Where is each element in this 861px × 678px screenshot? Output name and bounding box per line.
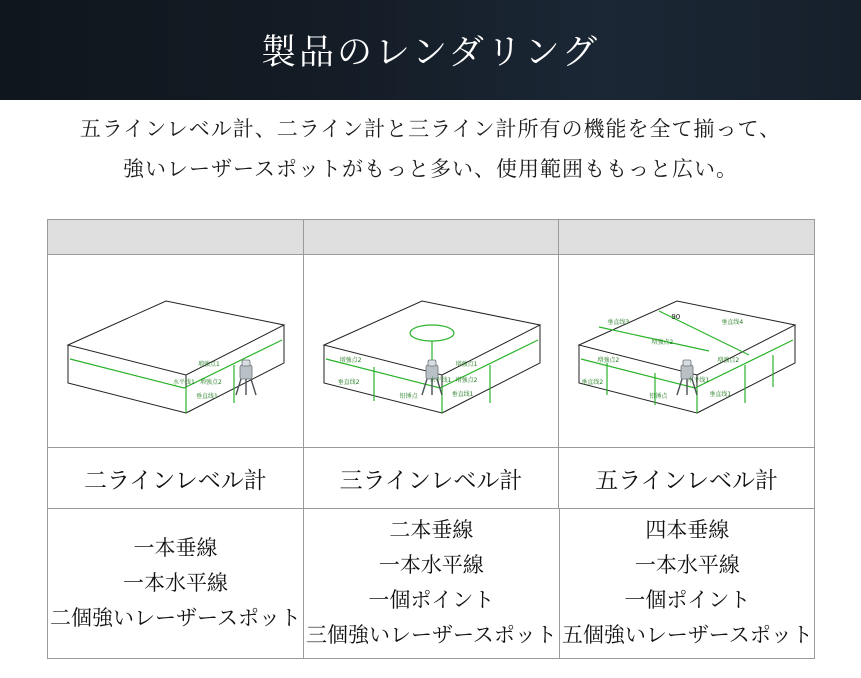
spec-item: 一本垂線 xyxy=(133,536,218,560)
diagram-label-horizontal-1: 水平线1 xyxy=(429,377,452,384)
table-header-row xyxy=(48,220,814,255)
page-banner xyxy=(0,0,861,100)
diagram-label-enhance-1: 増強点1 xyxy=(198,361,220,368)
diagram-label-vertical-3: 垂直线3 xyxy=(607,319,630,326)
table-illustration-row xyxy=(48,255,814,448)
spec-item: 三個強いレーザースポット xyxy=(305,624,557,647)
diagram-label-enhance-2: 増強点2 xyxy=(200,379,222,386)
table-name-row xyxy=(48,448,814,509)
product-specs-two-line xyxy=(48,509,304,658)
spec-item: 一本水平線 xyxy=(122,571,228,595)
subtitle-block xyxy=(0,110,861,190)
spec-item: 一個ポイント xyxy=(624,589,751,612)
product-specs-five-line xyxy=(560,509,815,658)
diagram-label-vertical-1: 垂直线1 xyxy=(196,393,218,400)
diagram-label-vertical-2: 垂直线2 xyxy=(581,379,604,386)
diagram-label-angle-90: 90 xyxy=(671,313,681,321)
subtitle-line-1: 五ラインレベル計、二ライン計と三ライン計所有の機能を全て揃って、 xyxy=(79,118,782,141)
room-diagram-three-line xyxy=(304,255,559,447)
diagram-label-enhance-2b: 増強点2 xyxy=(597,357,620,364)
room-svg-five-line xyxy=(559,255,814,447)
room-svg-three-line xyxy=(304,255,560,447)
diagram-label-vertical-4: 垂直线4 xyxy=(721,319,744,326)
page-title: 製品のレンダリング xyxy=(260,33,601,72)
illustration-cell-two-line xyxy=(48,255,304,447)
spec-item: 一本水平線 xyxy=(634,554,740,577)
product-specs-three-line xyxy=(304,509,560,658)
diagram-label-vertical-2: 垂直线2 xyxy=(337,379,360,386)
product-name-five-line: 五ラインレベル計 xyxy=(595,466,779,493)
diagram-label-enhance-2a: 増強点2 xyxy=(339,357,362,364)
comparison-table xyxy=(47,219,815,659)
spec-item: 一本水平線 xyxy=(378,554,484,577)
spec-item: 二本垂線 xyxy=(389,519,474,542)
spec-item: 一個ポイント xyxy=(368,589,495,612)
spec-item: 五個強いレーザースポット xyxy=(561,624,813,647)
diagram-label-plumb-point: 铅锤点 xyxy=(649,393,668,400)
diagram-label-enhance-2c: 増強点2 xyxy=(717,357,740,364)
product-name-two-line: 二ラインレベル計 xyxy=(48,448,304,508)
table-header-cell-3 xyxy=(559,220,814,254)
diagram-label-enhance-2b: 増強点2 xyxy=(455,377,478,384)
product-name-three-line: 三ラインレベル計 xyxy=(304,448,560,508)
diagram-label-horizontal-1: 水平线1 xyxy=(687,377,710,384)
spec-item: 四本垂線 xyxy=(645,519,730,542)
table-spec-row xyxy=(48,509,814,658)
room-diagram-five-line xyxy=(559,255,814,447)
illustration-cell-five-line xyxy=(559,255,814,447)
diagram-label-enhance-1: 増強点1 xyxy=(455,361,478,368)
diagram-label-horizontal-1: 水平线1 xyxy=(173,379,195,386)
diagram-label-plumb-point: 铅锤点 xyxy=(399,393,418,400)
room-diagram-two-line xyxy=(48,255,303,447)
diagram-label-vertical-1: 垂直线1 xyxy=(451,391,474,398)
diagram-label-enhance-2a: 増強点2 xyxy=(651,339,674,346)
table-header-cell-1 xyxy=(48,220,304,254)
laser-device-icon xyxy=(236,360,256,395)
diagram-label-vertical-1: 垂直线1 xyxy=(709,391,732,398)
illustration-cell-three-line xyxy=(304,255,560,447)
subtitle-line-2: 強いレーザースポットがもっと多い、使用範囲ももっと広い。 xyxy=(123,158,738,181)
spec-item: 二個強いレーザースポット xyxy=(50,606,301,630)
room-svg-two-line xyxy=(48,255,304,447)
table-header-cell-2 xyxy=(304,220,560,254)
